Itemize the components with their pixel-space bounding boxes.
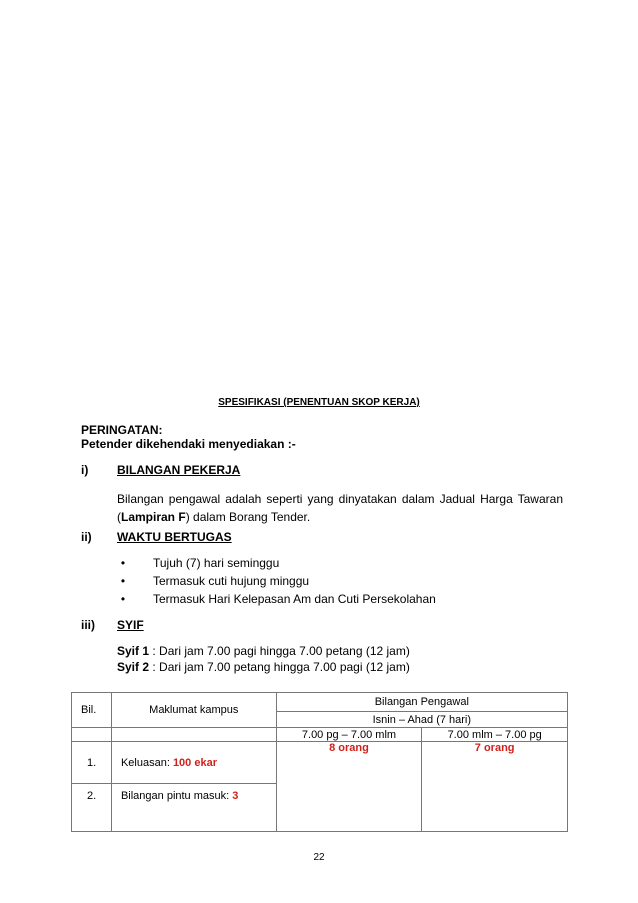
empty-cell xyxy=(72,728,112,742)
bullet-item: Tujuh (7) hari seminggu xyxy=(153,556,280,570)
row-label xyxy=(111,742,276,784)
row-label-text: Bilangan pintu masuk: xyxy=(120,790,233,802)
bullet-item: Termasuk Hari Kelepasan Am dan Cuti Persekolahan xyxy=(153,592,436,606)
header-days: Isnin – Ahad (7 hari) xyxy=(276,712,567,728)
row-label xyxy=(111,784,276,832)
shift-label: Syif 2 xyxy=(117,660,150,674)
guard-count: 7 orang xyxy=(474,742,515,754)
warning-subheading: Petender dikehendaki menyediakan :- xyxy=(81,437,296,451)
section-paragraph xyxy=(117,490,563,526)
section-heading: BILANGAN PEKERJA xyxy=(117,463,241,477)
shift-text: : Dari jam 7.00 petang hingga 7.00 pagi (12 jam) xyxy=(152,660,410,674)
row-value: 100 ekar xyxy=(172,756,217,769)
section-number: ii) xyxy=(81,530,92,544)
header-bil: Bil. xyxy=(72,693,112,728)
paragraph-text: Bilangan pengawal adalah seperti yang dinyatakan dalam Jadual Harga Tawaran ( xyxy=(117,492,563,524)
row-number: 1. xyxy=(72,742,112,784)
guard-table xyxy=(71,692,568,832)
page-number: 22 xyxy=(313,852,325,863)
row-label-text: Keluasan: xyxy=(120,756,173,769)
bullet-icon: • xyxy=(120,556,126,570)
header-bilangan: Bilangan Pengawal xyxy=(276,693,567,712)
warning-heading: PERINGATAN: xyxy=(81,423,163,437)
guard-count: 8 orang xyxy=(329,742,369,754)
paragraph-text: ) dalam Borang Tender. xyxy=(185,510,311,524)
section-heading: SYIF xyxy=(117,618,144,632)
guards-shift2 xyxy=(422,742,568,832)
row-value: 3 xyxy=(232,790,239,802)
document-title: SPESIFIKASI (PENENTUAN SKOP KERJA) xyxy=(218,397,420,408)
bullet-icon: • xyxy=(120,574,126,588)
header-maklumat: Maklumat kampus xyxy=(111,693,276,728)
shift-label: Syif 1 xyxy=(117,644,150,658)
shift-line xyxy=(117,644,410,658)
header-shift2: 7.00 mlm – 7.00 pg xyxy=(422,728,568,742)
guards-shift1 xyxy=(276,742,422,832)
row-number: 2. xyxy=(72,784,112,832)
bullet-icon: • xyxy=(120,592,126,606)
shift-line xyxy=(117,660,410,674)
section-number: iii) xyxy=(81,618,95,632)
header-shift1: 7.00 pg – 7.00 mlm xyxy=(276,728,422,742)
section-number: i) xyxy=(81,463,89,477)
shift-text: : Dari jam 7.00 pagi hingga 7.00 petang (12 jam) xyxy=(152,644,410,658)
paragraph-bold-text: Lampiran F xyxy=(121,510,186,524)
empty-cell xyxy=(111,728,276,742)
bullet-item: Termasuk cuti hujung minggu xyxy=(153,574,310,588)
section-heading: WAKTU BERTUGAS xyxy=(117,530,232,544)
